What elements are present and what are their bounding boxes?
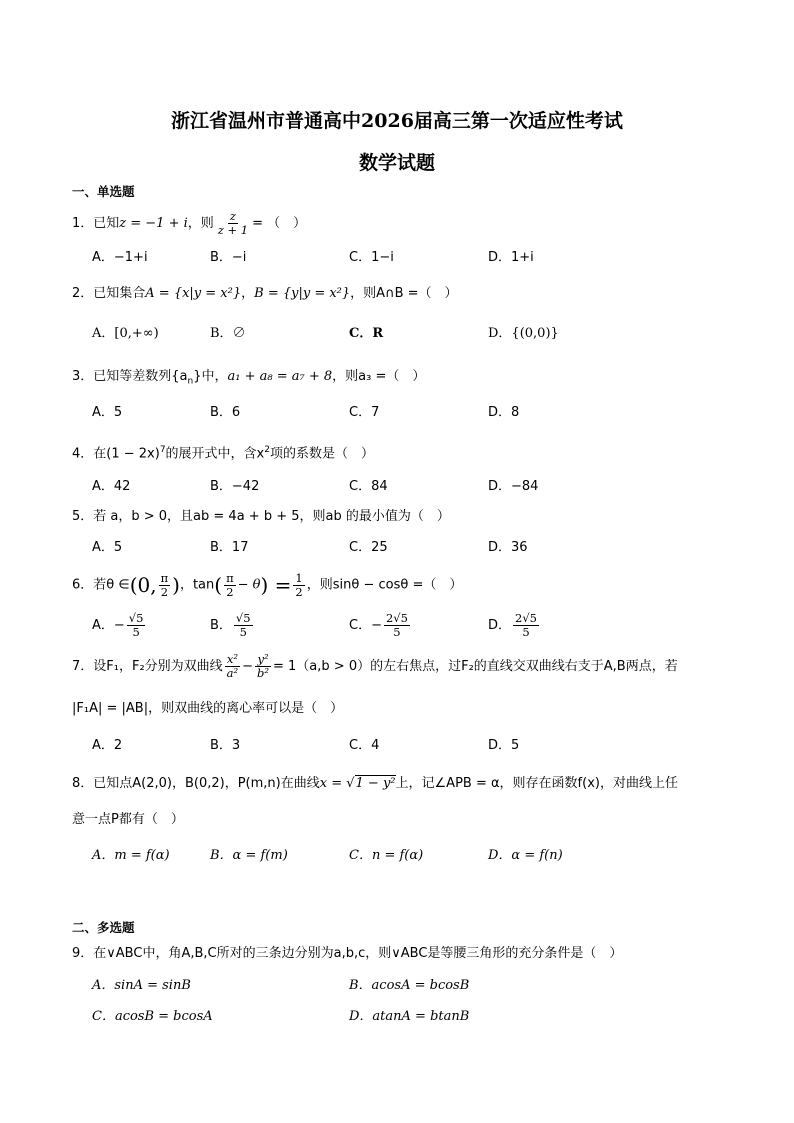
q5-option-d: D．36 bbox=[488, 540, 528, 555]
q9-option-a: A．sinA = sinB bbox=[92, 978, 191, 993]
question-3: 3．已知等差数列$\{a_n\}$中，a₁ + a₈ = a₇ + 8，则a₃ =（ ） bbox=[72, 369, 426, 387]
q4-option-a: A．42 bbox=[92, 479, 131, 494]
q3-condition: a₁ + a₈ = a₇ + 8 bbox=[227, 369, 333, 384]
q8-option-a: A．m = f(α) bbox=[92, 848, 170, 863]
q2-prefix: 2．已知集合 bbox=[72, 286, 146, 301]
q6-option-c: C．− $\frac{2√5}{5}$ bbox=[349, 611, 408, 639]
question-1 bbox=[72, 210, 306, 237]
q5-option-c: C．25 bbox=[349, 540, 388, 555]
q1-option-c: C．1−i bbox=[349, 250, 394, 265]
q1-fraction: $\frac{z}{z + 1}$ bbox=[217, 209, 249, 237]
q6-option-b: B． $\frac{√5}{5}$ bbox=[210, 611, 251, 639]
q9-option-c: C．acosB = bcosA bbox=[92, 1009, 213, 1024]
q3-option-b: B．6 bbox=[210, 405, 241, 420]
q2-set-b: B = {y|y = x²} bbox=[254, 286, 351, 301]
q4-option-c: C．84 bbox=[349, 479, 388, 494]
question-4: 4．在$(1 - 2x)^7$的展开式中，含$x^2$项的系数是（ ） bbox=[72, 445, 374, 462]
q8-option-c: C．n = f(α) bbox=[349, 848, 424, 863]
q2-set-a: A = {x|y = x²} bbox=[145, 286, 242, 301]
q2-end: ，则A∩B =（ ） bbox=[350, 286, 458, 301]
q1-option-a: A．−1+i bbox=[92, 250, 148, 265]
q6-option-a: A．− $\frac{√5}{5}$ bbox=[92, 611, 144, 639]
q8-option-b: B．α = f(m) bbox=[210, 848, 288, 863]
q7-option-c: C．4 bbox=[349, 738, 380, 753]
q7-option-b: B．3 bbox=[210, 738, 241, 753]
section-single-choice: 一、单选题 bbox=[72, 184, 135, 199]
question-6: 6．若θ ∈(0, $\frac{\pi}{2}$ )，tan( $\frac{\pi}{2}$ − θ) = $\frac{1}{2}$ ，则sinθ − cosθ =（ ） bbox=[72, 570, 463, 599]
question-2: 2．已知集合A = {x|y = x²}，B = {y|y = x²}，则A∩B =（ ） bbox=[72, 286, 458, 301]
question-8-line-2: 意一点P都有（ ） bbox=[72, 812, 184, 827]
section-multi-choice: 二、多选题 bbox=[72, 920, 135, 935]
question-7-line-2: |F₁A| = |AB|，则双曲线的离心率可以是（ ） bbox=[72, 701, 344, 716]
q2-option-a: A．[0,+∞) bbox=[92, 326, 159, 341]
question-7: 7．设F₁，F₂分别为双曲线 $\frac{\text{x²}}{\text{a²}}$ − $\frac{\text{y²}}{\text{b²}}$ = 1（a,b > 0）的左右焦点，过F₂的直线交双曲线右支于A,B两点，若 bbox=[72, 652, 678, 680]
q3-option-d: D．8 bbox=[488, 405, 520, 420]
q6-option-d: D． $\frac{2√5}{5}$ bbox=[488, 611, 537, 639]
q2-option-b: B．∅ bbox=[210, 326, 246, 341]
q2-option-c: C．R bbox=[349, 326, 384, 341]
q7-option-a: A．2 bbox=[92, 738, 123, 753]
q9-option-b: B．acosA = bcosB bbox=[349, 978, 470, 993]
q1-option-b: B．−i bbox=[210, 250, 247, 265]
q8-option-d: D．α = f(n) bbox=[488, 848, 563, 863]
q3-option-c: C．7 bbox=[349, 405, 380, 420]
q9-option-d: D．atanA = btanB bbox=[349, 1009, 470, 1024]
q1-option-d: D．1+i bbox=[488, 250, 534, 265]
q5-option-a: A．5 bbox=[92, 540, 123, 555]
question-9: 9．在∨ABC中，角A,B,C所对的三条边分别为a,b,c，则∨ABC是等腰三角形的充分条件是（ ） bbox=[72, 946, 623, 961]
q2-option-d: D．{(0,0)} bbox=[488, 326, 559, 341]
question-8: 8．已知点A(2,0)，B(0,2)，P(m,n)在曲线x = √1 − y²上，记∠APB = α，则存在函数f(x)，对曲线上任 bbox=[72, 776, 678, 791]
q5-option-b: B．17 bbox=[210, 540, 249, 555]
exam-title: 浙江省温州市普通高中2026届高三第一次适应性考试 bbox=[171, 110, 623, 132]
q1-prefix: 1．已知 bbox=[72, 216, 120, 231]
q7-option-d: D．5 bbox=[488, 738, 520, 753]
q3-option-a: A．5 bbox=[92, 405, 123, 420]
q1-end: = （ ） bbox=[252, 216, 307, 231]
q1-condition: z = −1 + i bbox=[119, 216, 188, 231]
q1-mid: ，则 bbox=[187, 216, 214, 231]
question-5: 5．若 a，b > 0，且ab = 4a + b + 5，则ab 的最小值为（ ） bbox=[72, 509, 450, 524]
q4-option-d: D．−84 bbox=[488, 479, 539, 494]
q4-option-b: B．−42 bbox=[210, 479, 260, 494]
exam-subtitle: 数学试题 bbox=[358, 152, 435, 174]
